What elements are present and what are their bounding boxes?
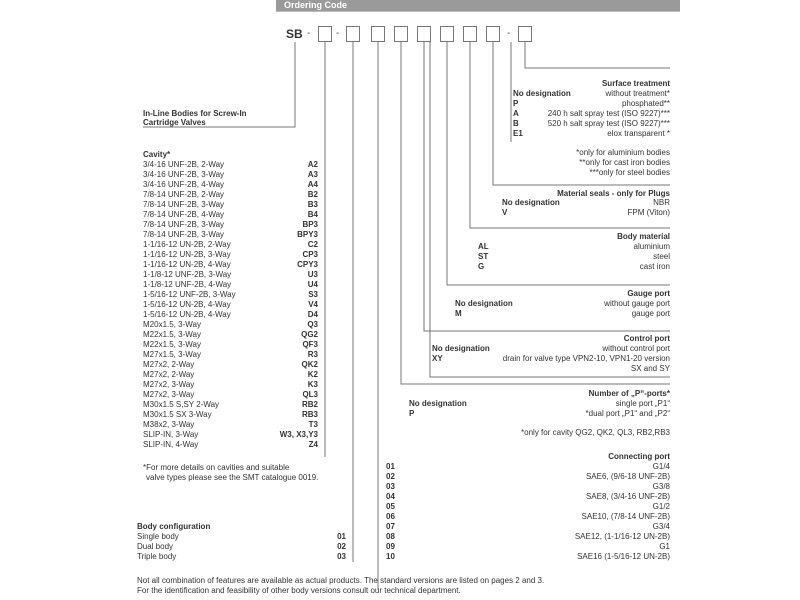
cavity-name: M22x1.5, 3-Way [143, 330, 201, 339]
cavity-name: M30x1.5 SX 3-Way [143, 410, 212, 419]
surface-heading: Surface treatment [601, 79, 670, 88]
surface-code: A [513, 109, 519, 118]
cavity-code: D4 [307, 310, 318, 319]
control-value: drain for valve type VPN2-10, VPN1-20 version [502, 354, 670, 363]
pports-note: *only for cavity QG2, QK2, QL3, RB2,RB3 [521, 428, 670, 437]
cavity-code: U3 [307, 270, 318, 279]
cavity-name: 1-1/8-12 UNF-2B, 3-Way [143, 270, 232, 279]
connecting-value: G1/2 [652, 502, 670, 511]
cavity-name: 7/8-14 UNF-2B, 2-Way [143, 190, 225, 199]
seals-code: V [502, 208, 508, 217]
surface-code: P [513, 99, 519, 108]
cavity-name: M27x1.5, 3-Way [143, 350, 201, 359]
cavity-code: BPY3 [297, 230, 318, 239]
control-heading: Control port [623, 334, 670, 343]
connecting-code: 01 [386, 462, 395, 471]
connecting-code: 03 [386, 482, 395, 491]
cavity-code: W3, X3,Y3 [279, 430, 318, 439]
cavity-code: CPY3 [297, 260, 318, 269]
surface-note: **only for cast iron bodies [579, 158, 670, 167]
surface-value: elox transparent * [607, 129, 670, 138]
footer-line-2: For the identification and feasibility of other body versions consult our technical department. [137, 586, 461, 595]
connecting-value: SAE12, (1-1/16-12 UN-2B) [574, 532, 670, 541]
cavity-code: Z4 [308, 440, 318, 449]
header-title: Ordering Code [284, 0, 348, 10]
cavity-name: M27x2, 2-Way [143, 360, 195, 369]
cavity-code: A2 [307, 160, 318, 169]
seals-code: No designation [502, 198, 560, 207]
connecting-code: 02 [386, 472, 395, 481]
surface-value: 240 h salt spray test (ISO 9227)*** [547, 109, 670, 118]
surface-code: B [513, 119, 519, 128]
pports-heading: Number of „P“-ports* [588, 389, 670, 398]
pports-value: single port „P1“ [615, 399, 670, 408]
cavity-code: BP3 [302, 220, 318, 229]
cavity-code: A4 [307, 180, 318, 189]
material-code: G [478, 262, 485, 271]
connecting-value: G3/8 [652, 482, 670, 491]
cavity-name: M27x2, 3-Way [143, 380, 195, 389]
inline-title-2: Cartridge Valves [143, 118, 206, 127]
body-config-name: Dual body [137, 542, 174, 551]
cavity-note-1: *For more details on cavities and suitable [143, 463, 290, 472]
cavity-name: M27x2, 3-Way [143, 390, 195, 399]
connecting-value: G1/4 [652, 462, 670, 471]
gauge-value: without gauge port [604, 299, 670, 308]
code-dash: - [336, 28, 340, 39]
connecting-value: SAE16 (1-5/16-12 UN-2B) [577, 552, 670, 561]
pports-code: P [409, 409, 415, 418]
material-value: cast iron [639, 262, 670, 271]
cavity-name: 7/8-14 UNF-2B, 3-Way [143, 230, 225, 239]
cavity-code: C2 [307, 240, 318, 249]
connecting-value: SAE6, (9/6-18 UNF-2B) [585, 472, 670, 481]
seals-value: FPM (Viton) [627, 208, 670, 217]
cavity-name: 1-1/16-12 UN-2B, 2-Way [143, 240, 231, 249]
footer-line-1: Not all combination of features are available as actual products. The standard versions are listed on pages 2 and 3. [137, 576, 545, 585]
connecting-code: 10 [386, 552, 395, 561]
surface-code: E1 [513, 129, 523, 138]
connecting-value: G1 [659, 542, 670, 551]
cavity-name: 1-1/16-12 UN-2B, 4-Way [143, 260, 231, 269]
connecting-code: 05 [386, 502, 395, 511]
cavity-code: K3 [307, 380, 318, 389]
connecting-code: 08 [386, 532, 395, 541]
gauge-value: gauge port [631, 309, 670, 318]
gauge-code: No designation [455, 299, 513, 308]
connecting-code: 07 [386, 522, 395, 531]
cavity-code: QL3 [302, 390, 318, 399]
cavity-code: T3 [308, 420, 318, 429]
body-config-heading: Body configuration [137, 522, 211, 531]
connecting-heading: Connecting port [608, 452, 670, 461]
seals-heading: Material seals - only for Plugs [557, 189, 670, 198]
cavity-name: 3/4-16 UNF-2B, 3-Way [143, 170, 225, 179]
cavity-code: U4 [307, 280, 318, 289]
surface-value: phosphated** [621, 99, 670, 108]
pports-value: *dual port „P1“ and „P2“ [585, 409, 670, 418]
gauge-heading: Gauge port [627, 289, 670, 298]
surface-note: *only for aluminium bodies [576, 148, 670, 157]
code-dash: - [307, 28, 311, 39]
material-value: steel [653, 252, 670, 261]
cavity-name: 3/4-16 UNF-2B, 4-Way [143, 180, 225, 189]
cavity-code: B4 [307, 210, 318, 219]
body-config-code: 02 [337, 542, 346, 551]
cavity-name: 7/8-14 UNF-2B, 3-Way [143, 200, 225, 209]
cavity-code: QG2 [301, 330, 318, 339]
cavity-code: B2 [307, 190, 318, 199]
cavity-code: R3 [307, 350, 318, 359]
control-code: No designation [432, 344, 490, 353]
cavity-code: V4 [308, 300, 318, 309]
surface-value: without treatment* [605, 89, 670, 98]
inline-title-1: In-Line Bodies for Screw-In [143, 109, 247, 118]
connecting-value: SAE10, (7/8-14 UNF-2B) [581, 512, 670, 521]
connecting-code: 06 [386, 512, 395, 521]
cavity-code: QK2 [301, 360, 318, 369]
cavity-name: 1-5/16-12 UN-2B, 4-Way [143, 300, 231, 309]
pports-code: No designation [409, 399, 467, 408]
cavity-code: RB2 [301, 400, 318, 409]
cavity-name: 7/8-14 UNF-2B, 3-Way [143, 220, 225, 229]
body-config-name: Single body [137, 532, 179, 541]
connecting-code: 09 [386, 542, 395, 551]
surface-value: 520 h salt spray test (ISO 9227)*** [547, 119, 670, 128]
cavity-name: 7/8-14 UNF-2B, 4-Way [143, 210, 225, 219]
cavity-note-2: valve types please see the SMT catalogue 0019. [146, 473, 319, 482]
cavity-name: 1-1/8-12 UNF-2B, 4-Way [143, 280, 232, 289]
cavity-name: M22x1.5, 3-Way [143, 340, 201, 349]
cavity-code: CP3 [302, 250, 318, 259]
cavity-code: Q3 [307, 320, 318, 329]
gauge-code: M [455, 309, 462, 318]
cavity-code: B3 [307, 200, 318, 209]
cavity-name: M27x2, 2-Way [143, 370, 195, 379]
code-prefix: SB [286, 27, 303, 41]
cavity-name: 3/4-16 UNF-2B, 2-Way [143, 160, 225, 169]
body-config-name: Triple body [137, 552, 177, 561]
cavity-code: QF3 [302, 340, 318, 349]
connecting-value: G3/4 [652, 522, 670, 531]
cavity-name: 1-5/16-12 UN-2B, 4-Way [143, 310, 231, 319]
body-config-code: 01 [337, 532, 346, 541]
body-config-code: 03 [337, 552, 346, 561]
cavity-name: 1-1/16-12 UN-2B, 3-Way [143, 250, 231, 259]
connecting-value: SAE8, (3/4-16 UNF-2B) [585, 492, 670, 501]
material-heading: Body material [617, 232, 670, 241]
surface-note: ***only for steel bodies [589, 168, 670, 177]
control-value: without control port [602, 344, 670, 353]
code-dash: - [507, 28, 511, 39]
connecting-code: 04 [386, 492, 395, 501]
seals-value: NBR [653, 198, 670, 207]
cavity-code: A3 [307, 170, 318, 179]
material-code: AL [478, 242, 489, 251]
cavity-name: M38x2, 3-Way [143, 420, 195, 429]
control-value: SX and SY [630, 364, 670, 373]
control-code: XY [432, 354, 443, 363]
material-code: ST [478, 252, 489, 261]
cavity-code: S3 [308, 290, 318, 299]
cavity-name: 1-5/16-12 UNF-2B, 3-Way [143, 290, 236, 299]
cavity-name: SLIP-IN, 3-Way [143, 430, 199, 439]
cavity-name: SLIP-IN, 4-Way [143, 440, 199, 449]
cavity-name: M30x1.5 S,SY 2-Way [143, 400, 220, 409]
cavity-name: M20x1.5, 3-Way [143, 320, 201, 329]
surface-code: No designation [513, 89, 571, 98]
cavity-code: K2 [307, 370, 318, 379]
material-value: aluminium [633, 242, 670, 251]
cavity-code: RB3 [301, 410, 318, 419]
cavity-heading: Cavity* [143, 150, 171, 159]
